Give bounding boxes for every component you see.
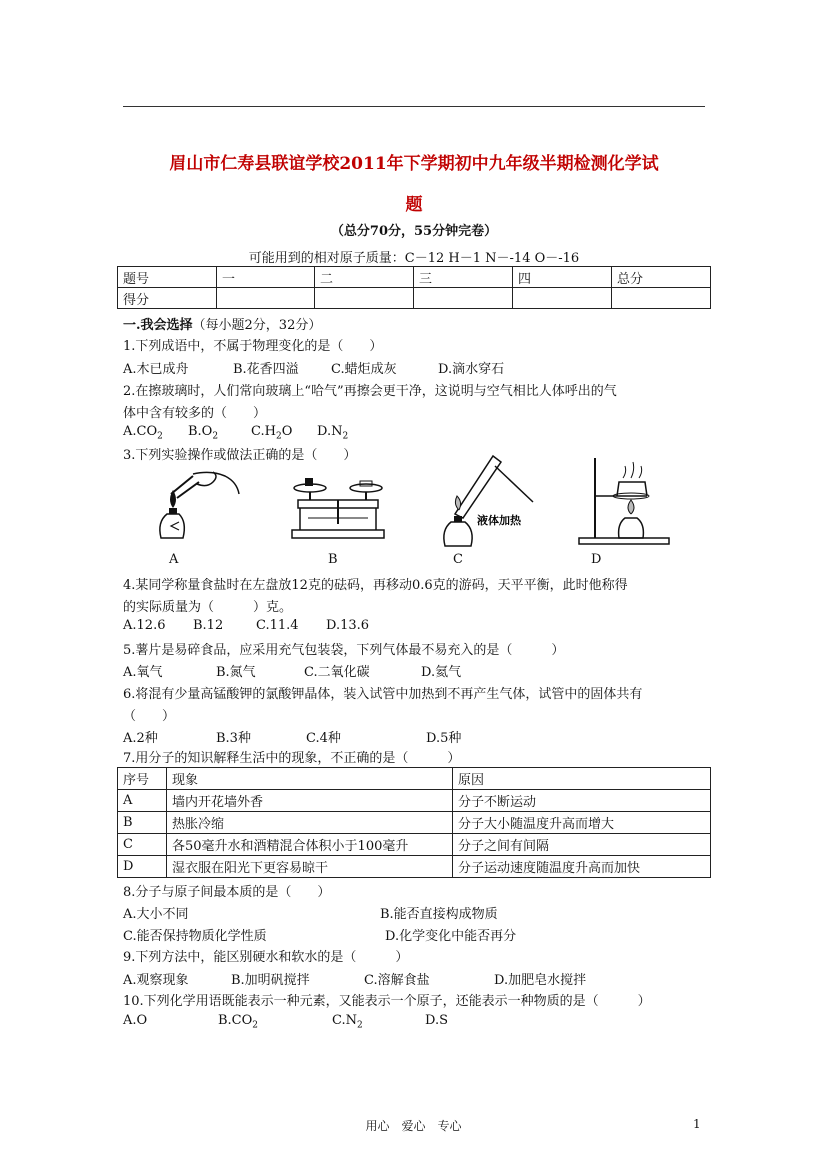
score-cell[interactable] bbox=[513, 288, 612, 309]
exam-title-line2: 题 bbox=[405, 195, 423, 215]
q5-option-d: D.氦气 bbox=[421, 665, 462, 680]
q2-stem-line1: 2.在擦玻璃时，人们常向玻璃上“哈气”再擦会更干净，这说明与空气相比人体呼出的气 bbox=[123, 384, 617, 399]
q1-options bbox=[123, 358, 504, 377]
atomic-masses: 可能用到的相对原子质量：C－12 H－1 N－-14 O－-16 bbox=[248, 251, 580, 266]
table-row bbox=[118, 856, 711, 878]
score-table-row bbox=[118, 288, 711, 309]
q5-options bbox=[123, 661, 461, 680]
q7-stem: 7.用分子的知识解释生活中的现象，不正确的是（ ） bbox=[123, 751, 461, 766]
q6-stem-line1: 6.将混有少量高锰酸钾的氯酸钾晶体，装入试管中加热到不再产生气体，试管中的固体共有 bbox=[123, 687, 643, 702]
score-header-cell: 四 bbox=[513, 267, 612, 288]
q1-option-c: C.蜡炬成灰 bbox=[331, 362, 397, 377]
q2-option-d: $D.N_2$ bbox=[317, 424, 349, 442]
q4-option-d: D.13.6 bbox=[326, 618, 370, 633]
iron-stand-figure bbox=[573, 452, 673, 547]
table-row bbox=[118, 834, 711, 856]
table-row bbox=[118, 812, 711, 834]
q10-option-b: $B.CO_2$ bbox=[218, 1013, 259, 1031]
q10-options bbox=[123, 1013, 448, 1031]
score-table bbox=[117, 266, 711, 309]
q5-stem: 5.薯片是易碎食品，应采用充气包装袋，下列气体最不易充入的是（ ） bbox=[123, 643, 565, 658]
liquid-heating-figure bbox=[433, 452, 543, 547]
score-cell[interactable] bbox=[414, 288, 513, 309]
q7-header-cell: 序号 bbox=[118, 768, 167, 790]
q7-cell: 分子大小随温度升高而增大 bbox=[453, 812, 711, 834]
section1-title: 一.我会选择 bbox=[123, 318, 193, 333]
q7-cell: B bbox=[118, 812, 167, 834]
score-table-header-row bbox=[118, 267, 711, 288]
q1-option-b: B.花香四溢 bbox=[233, 362, 299, 377]
q3-figures bbox=[123, 452, 705, 572]
q6-option-c: C.4种 bbox=[306, 731, 341, 746]
q10-stem: 10.下列化学用语既能表示一种元素，又能表示一个原子，还能表示一种物质的是（ ） bbox=[123, 994, 651, 1009]
q9-option-d: D.加肥皂水搅拌 bbox=[494, 973, 587, 988]
exam-title-line1: 眉山市仁寿县联谊学校2011年下学期初中九年级半期检测化学试 bbox=[169, 154, 659, 174]
q7-table bbox=[117, 767, 711, 878]
q5-option-a: A.氧气 bbox=[123, 665, 163, 680]
score-header-cell: 二 bbox=[315, 267, 414, 288]
q1-option-a: A.木已成舟 bbox=[123, 362, 189, 377]
q6-option-b: B.3种 bbox=[216, 731, 251, 746]
q7-cell: 热胀冷缩 bbox=[167, 812, 453, 834]
alcohol-lamp-figure bbox=[153, 470, 243, 542]
score-header-cell: 题号 bbox=[118, 267, 217, 288]
q1-option-d: D.滴水穿石 bbox=[438, 362, 505, 377]
q8-option-d: D.化学变化中能否再分 bbox=[385, 929, 517, 944]
q7-cell: D bbox=[118, 856, 167, 878]
q6-option-d: D.5种 bbox=[426, 731, 462, 746]
q4-option-a: A.12.6 bbox=[123, 618, 166, 633]
q9-options bbox=[123, 969, 586, 988]
section1-note: （每小题2分，32分） bbox=[192, 318, 322, 333]
q7-cell: 分子运动速度随温度升高而加快 bbox=[453, 856, 711, 878]
q3-stem: 3.下列实验操作或做法正确的是（ ） bbox=[123, 448, 357, 463]
q7-cell: 分子之间有间隔 bbox=[453, 834, 711, 856]
exam-subtitle: （总分70分，55分钟完卷） bbox=[330, 224, 498, 239]
q6-option-a: A.2种 bbox=[123, 731, 158, 746]
score-cell-label: 得分 bbox=[118, 288, 217, 309]
score-header-cell: 总分 bbox=[612, 267, 711, 288]
q5-option-c: C.二氧化碳 bbox=[304, 665, 370, 680]
page-footer: 用心 爱心 专心 bbox=[365, 1119, 462, 1133]
q7-cell: 湿衣服在阳光下更容易晾干 bbox=[167, 856, 453, 878]
q2-option-b: $B.O_2$ bbox=[188, 424, 219, 442]
score-cell[interactable] bbox=[612, 288, 711, 309]
q9-stem: 9.下列方法中，能区别硬水和软水的是（ ） bbox=[123, 950, 409, 965]
q7-cell: 墙内开花墙外香 bbox=[167, 790, 453, 812]
q8-options-row2 bbox=[123, 925, 516, 944]
q4-options bbox=[123, 618, 369, 633]
q9-option-c: C.溶解食盐 bbox=[364, 973, 430, 988]
q8-option-a: A.大小不同 bbox=[123, 907, 189, 922]
score-header-cell: 三 bbox=[414, 267, 513, 288]
q7-cell: C bbox=[118, 834, 167, 856]
q5-option-b: B.氮气 bbox=[216, 665, 256, 680]
score-cell[interactable] bbox=[217, 288, 315, 309]
q4-option-c: C.11.4 bbox=[256, 618, 299, 633]
score-cell[interactable] bbox=[315, 288, 414, 309]
q7-header-row bbox=[118, 768, 711, 790]
q4-stem-line2: 的实际质量为（ ）克。 bbox=[123, 600, 293, 615]
q9-option-a: A.观察现象 bbox=[123, 973, 189, 988]
q8-option-c: C.能否保持物质化学性质 bbox=[123, 929, 267, 944]
fig-label-a: A bbox=[169, 552, 179, 567]
liquid-heating-label: 液体加热 bbox=[477, 514, 521, 527]
q4-option-b: B.12 bbox=[193, 618, 224, 633]
q7-cell: A bbox=[118, 790, 167, 812]
q4-stem-line1: 4.某同学称量食盐时在左盘放12克的砝码，再移动0.6克的游码，天平平衡，此时他称得 bbox=[123, 578, 628, 593]
q7-header-cell: 现象 bbox=[167, 768, 453, 790]
q10-option-c: $C.N_2$ bbox=[332, 1013, 363, 1031]
page-number: 1 bbox=[693, 1117, 701, 1131]
balance-figure bbox=[288, 474, 388, 544]
q10-option-a: A.O bbox=[123, 1013, 148, 1028]
q7-header-cell: 原因 bbox=[453, 768, 711, 790]
table-row bbox=[118, 790, 711, 812]
fig-label-c: C bbox=[453, 552, 463, 567]
fig-label-b: B bbox=[328, 552, 338, 567]
q1-stem: 1.下列成语中，不属于物理变化的是（ ） bbox=[123, 339, 383, 354]
fig-label-d: D bbox=[591, 552, 602, 567]
section1-heading bbox=[123, 314, 321, 333]
header-rule bbox=[123, 106, 705, 107]
q6-stem-line2: （ ） bbox=[123, 709, 176, 724]
score-header-cell: 一 bbox=[217, 267, 315, 288]
q2-option-c: $C.H_2O$ bbox=[251, 424, 293, 442]
q2-option-a: $A.CO_2$ bbox=[123, 424, 163, 442]
q9-option-b: B.加明矾搅拌 bbox=[231, 973, 310, 988]
q6-options bbox=[123, 727, 461, 746]
q2-options bbox=[123, 424, 348, 442]
q2-stem-line2: 体中含有较多的（ ） bbox=[123, 406, 267, 421]
q7-cell: 分子不断运动 bbox=[453, 790, 711, 812]
q8-options-row1 bbox=[123, 903, 498, 922]
q10-option-d: D.S bbox=[425, 1013, 448, 1028]
q7-cell: 各50毫升水和酒精混合体积小于100毫升 bbox=[167, 834, 453, 856]
q8-stem: 8.分子与原子间最本质的是（ ） bbox=[123, 885, 331, 900]
q8-option-b: B.能否直接构成物质 bbox=[380, 907, 498, 922]
